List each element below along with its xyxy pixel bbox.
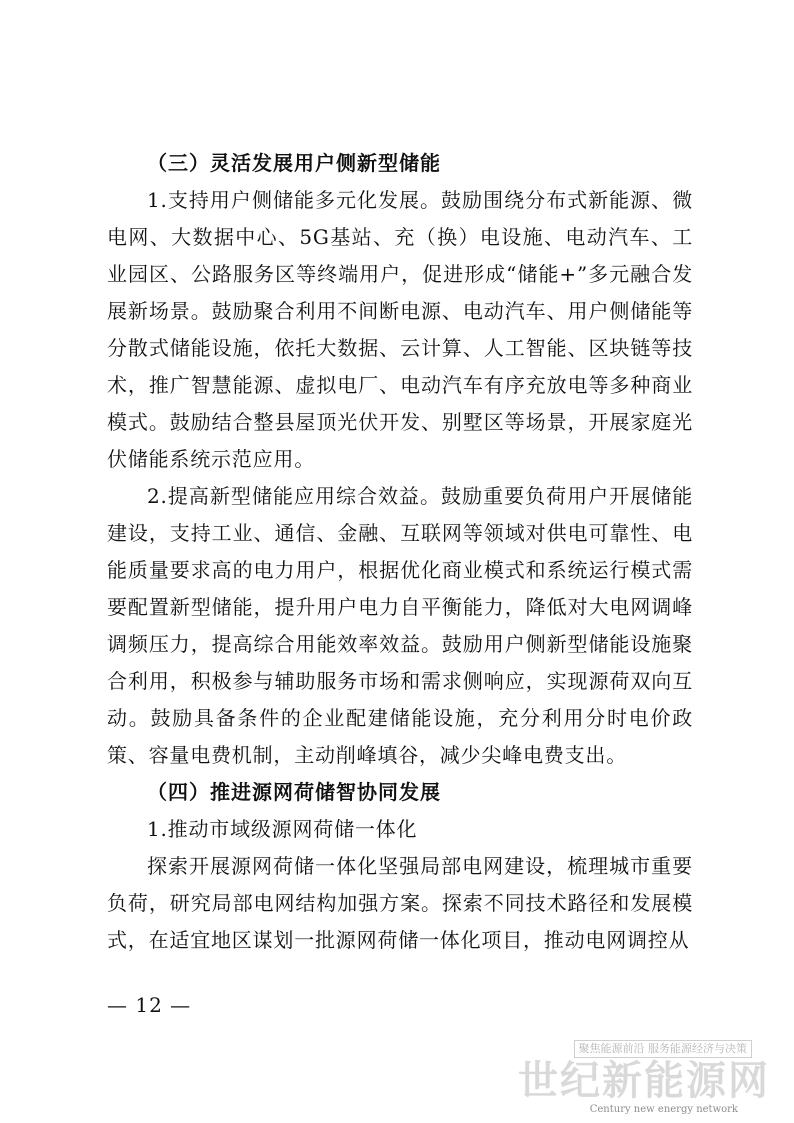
watermark-logo (518, 1040, 780, 1120)
watermark-slogan: 聚焦能源前沿 服务能源经济与决策 (574, 1040, 753, 1058)
section-four-heading: （四）推进源网荷储智协同发展 (147, 780, 441, 804)
section-four-paragraph-1: 探索开展源网荷储一体化坚强局部电网建设，梳理城市重要负荷，研究局部电网结构加强方案。探索不同技术路径和发展模式，在适宜地区谋划一批源网荷储一体化项目，推动电网调控从 (107, 854, 693, 952)
watermark-english-text: Century new energy network (589, 1104, 738, 1115)
section-three-heading: （三）灵活发展用户侧新型储能 (147, 151, 441, 175)
document-content (107, 145, 693, 959)
page-number: — 12 — (107, 993, 192, 1017)
watermark-logo-text: 世纪新能源网 (518, 1058, 770, 1104)
section-four-subheading: 1.推动市域级源网荷储一体化 (147, 817, 418, 841)
section-three-paragraph-2: 2.提高新型储能应用综合效益。鼓励重要负荷用户开展储能建设，支持工业、通信、金融、互联网等领域对供电可靠性、电能质量要求高的电力用户，根据优化商业模式和系统运行模式需要配置新型储能，提升用户电力自平衡能力，降低对大电网调峰调频压力，提高综合用能效率效益。鼓励用户侧新型储能设施聚合利用，积极参与辅助服务市场和需求侧响应，实现源荷双向互动。鼓励具备条件的企业配建储能设施，充分利用分时电价政策、容量电费机制，主动削峰填谷，减少尖峰电费支出。 (107, 484, 693, 767)
section-three-paragraph-1: 1.支持用户侧储能多元化发展。鼓励围绕分布式新能源、微电网、大数据中心、5G基站、充（换）电设施、电动汽车、工业园区、公路服务区等终端用户，促进形成“储能+”多元融合发展新场景。鼓励聚合利用不间断电源、电动汽车、用户侧储能等分散式储能设施，依托大数据、云计算、人工智能、区块链等技术，推广智慧能源、虚拟电厂、电动汽车有序充放电等多种商业模式。鼓励结合整县屋顶光伏开发、别墅区等场景，开展家庭光伏储能系统示范应用。 (107, 188, 693, 471)
